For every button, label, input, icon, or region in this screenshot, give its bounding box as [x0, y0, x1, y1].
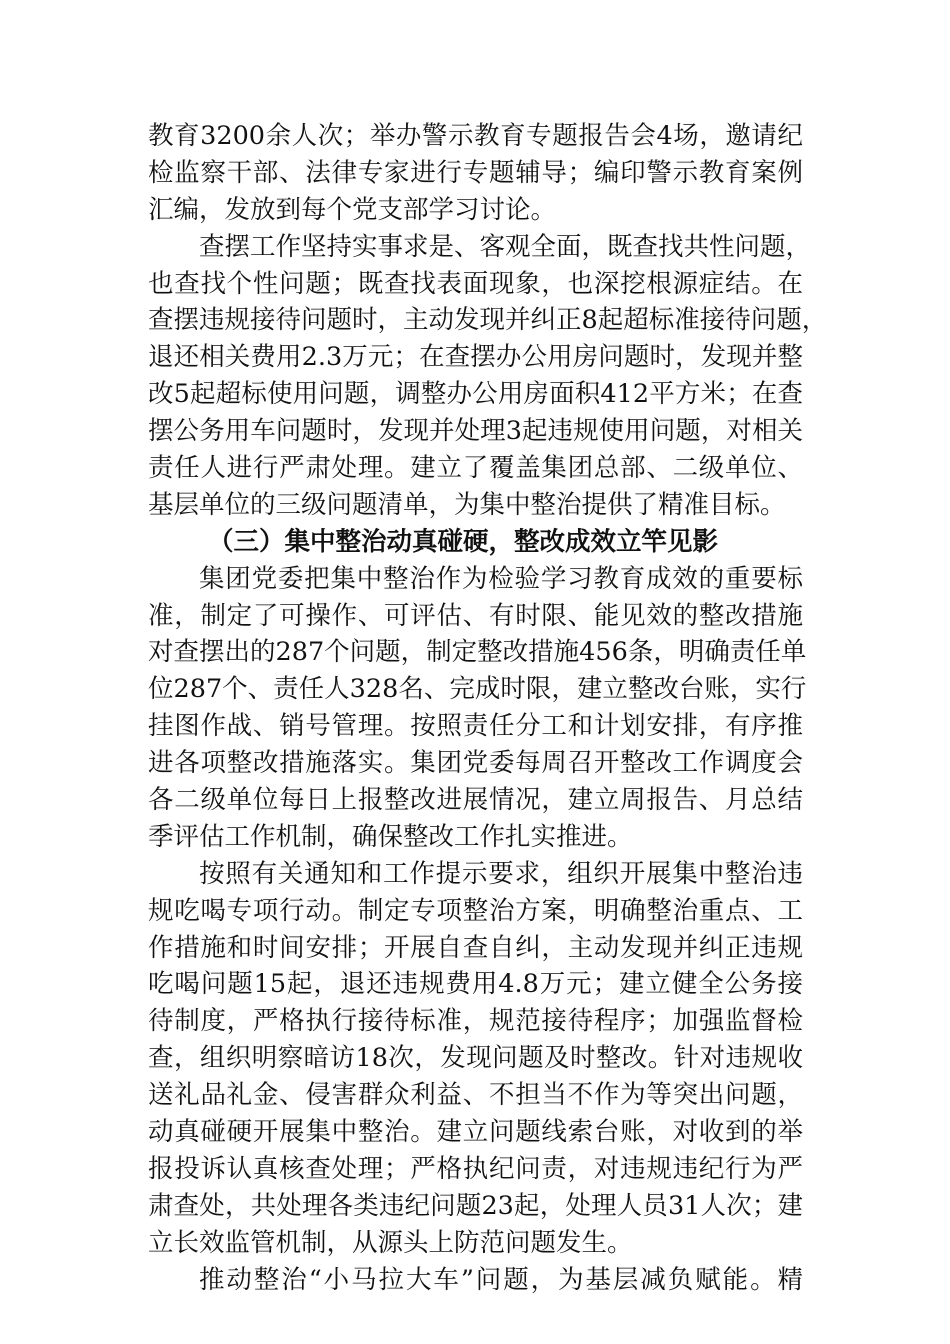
text-line: 待制度，严格执行接待标准，规范接待程序；加强监督检 [148, 1006, 803, 1037]
text-line: 进各项整改措施落实。集团党委每周召开整改工作调度会 [148, 748, 803, 779]
text-line: 基层单位的三级问题清单，为集中整治提供了精准目标。 [148, 489, 786, 520]
text-line: 各二级单位每日上报整改进展情况，建立周报告、月总结 [148, 785, 803, 816]
text-line: 改5起超标使用问题，调整办公用房面积412平方米；在查 [148, 379, 803, 410]
paragraph-first-line: 集团党委把集中整治作为检验学习教育成效的重要标 [199, 563, 803, 594]
text-line: 吃喝问题15起，退还违规费用4.8万元；建立健全公务接 [148, 969, 803, 1000]
text-line: 对查摆出的287个问题，制定整改措施456条，明确责任单 [148, 637, 807, 668]
text-line: 查摆违规接待问题时，主动发现并纠正8起超标准接待问题， [148, 305, 828, 336]
text-line: 挂图作战、销号管理。按照责任分工和计划安排，有序推 [148, 711, 803, 742]
text-line: 立长效监管机制，从源头上防范问题发生。 [148, 1227, 633, 1258]
text-line: 规吃喝专项行动。制定专项整治方案，明确整治重点、工 [148, 895, 803, 926]
text-line: 动真碰硬开展集中整治。建立问题线索台账，对收到的举 [148, 1117, 803, 1148]
text-line: 作措施和时间安排；开展自查自纠，主动发现并纠正违规 [148, 932, 803, 963]
paragraph-first-line: 查摆工作坚持实事求是、客观全面，既查找共性问题， [199, 231, 812, 262]
text-line: 查，组织明察暗访18次，发现问题及时整改。针对违规收 [148, 1043, 803, 1074]
text-line: 肃查处，共处理各类违纪问题23起，处理人员31人次；建 [148, 1190, 803, 1221]
text-line: 退还相关费用2.3万元；在查摆办公用房问题时，发现并整 [148, 342, 803, 373]
body-text [148, 118, 828, 1299]
text-line: 准，制定了可操作、可评估、有时限、能见效的整改措施 [148, 600, 803, 631]
paragraph-first-line: 按照有关通知和工作提示要求，组织开展集中整治违 [199, 858, 803, 889]
text-line: 摆公务用车问题时，发现并处理3起违规使用问题，对相关 [148, 416, 803, 447]
paragraph-first-line: 推动整治“小马拉大车”问题，为基层减负赋能。精 [199, 1264, 803, 1295]
text-line: 汇编，发放到每个党支部学习讨论。 [148, 194, 557, 225]
text-line: 位287个、责任人328名、完成时限，建立整改台账，实行 [148, 674, 807, 705]
text-line: 报投诉认真核查处理；严格执纪问责，对违规违纪行为严 [148, 1153, 803, 1184]
text-line: 季评估工作机制，确保整改工作扎实推进。 [148, 821, 633, 852]
text-line: 教育3200余人次；举办警示教育专题报告会4场，邀请纪 [148, 121, 803, 151]
text-line: 检监察干部、法律专家进行专题辅导；编印警示教育案例 [148, 157, 803, 188]
section-heading: （三）集中整治动真碰硬，整改成效立竿见影 [208, 526, 719, 557]
text-line: 责任人进行严肃处理。建立了覆盖集团总部、二级单位、 [148, 453, 803, 484]
text-line: 送礼品礼金、侵害群众利益、不担当不作为等突出问题， [148, 1080, 803, 1111]
text-line: 也查找个性问题；既查找表面现象，也深挖根源症结。在 [148, 268, 803, 299]
